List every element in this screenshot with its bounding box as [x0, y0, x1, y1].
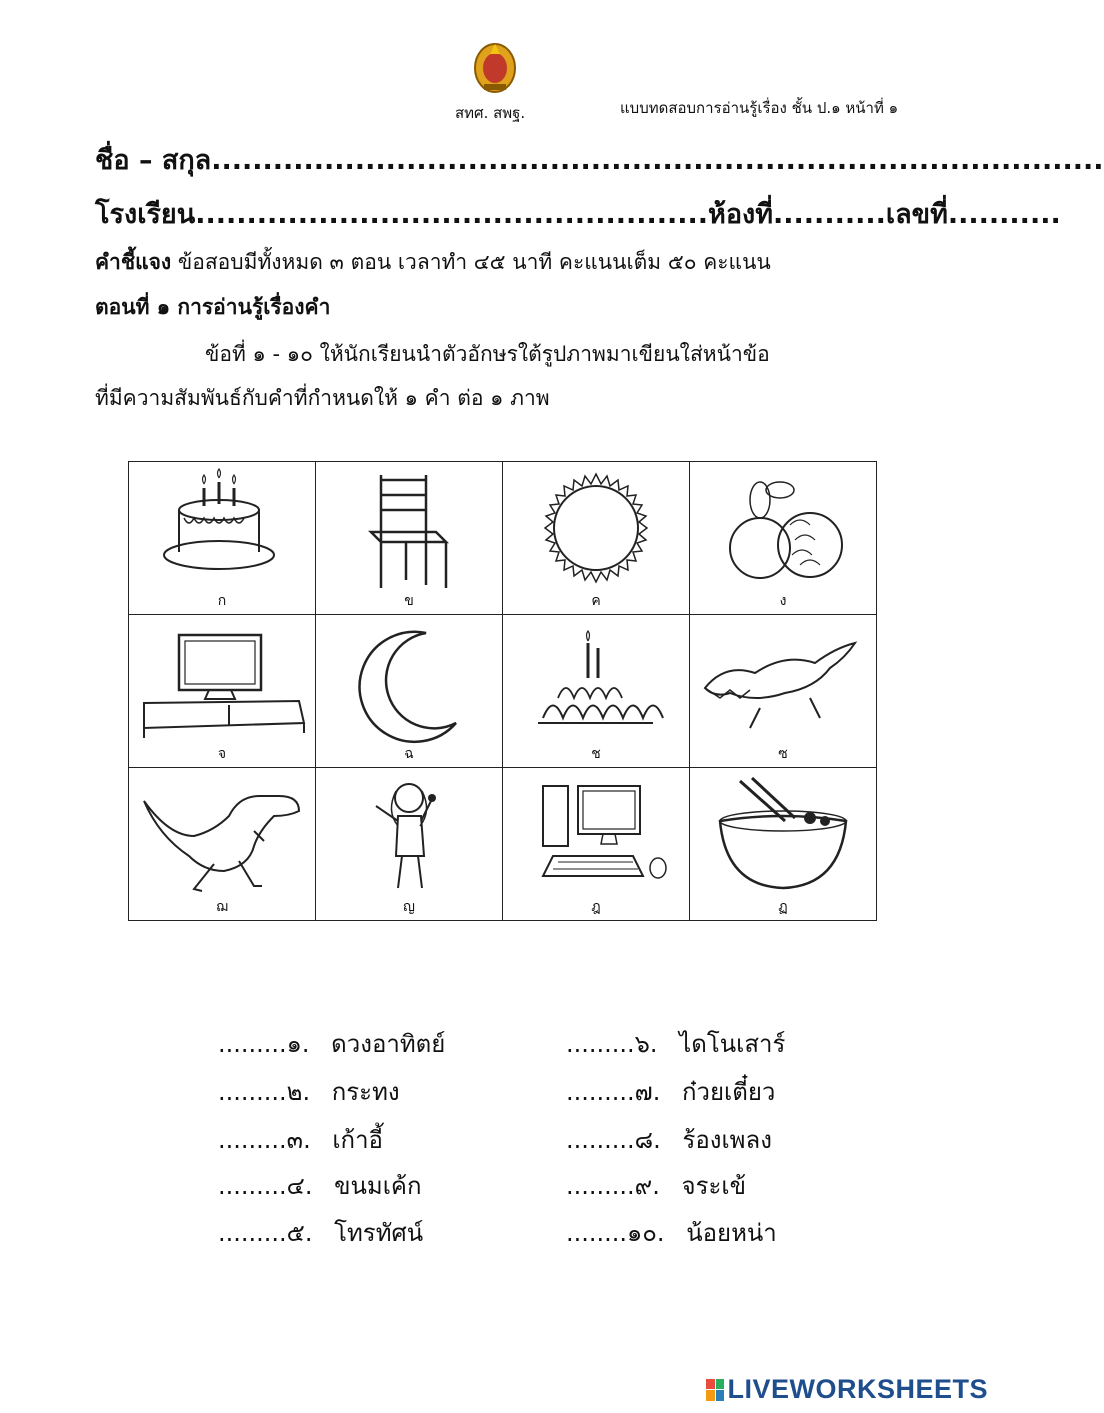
answer-blank[interactable]: .........๔. — [218, 1172, 313, 1200]
instructions-label: คำชี้แจง — [95, 250, 172, 274]
instructions — [95, 246, 771, 279]
answer-item — [218, 1072, 400, 1111]
girl-singing-icon — [326, 776, 492, 896]
directions-line-1: ข้อที่ ๑ - ๑๐ ให้นักเรียนนำตัวอักษรใต้รูปภาพมาเขียนใส่หน้าข้อ — [205, 342, 770, 366]
picture-cell — [503, 462, 690, 615]
answer-word: ไดโนเสาร์ — [679, 1030, 786, 1058]
answer-word: ก๋วยเตี๋ยว — [681, 1078, 776, 1106]
answer-blank[interactable]: .........๖. — [566, 1030, 658, 1058]
custard-apple-icon — [700, 470, 866, 590]
answer-blank[interactable]: .........๑. — [218, 1030, 310, 1058]
answer-blank[interactable]: .........๘. — [566, 1126, 661, 1154]
picture-cell — [503, 615, 690, 768]
answer-blank[interactable]: .........๓. — [218, 1126, 311, 1154]
picture-grid — [128, 461, 877, 921]
answer-item — [566, 1213, 777, 1252]
picture-cell — [690, 615, 877, 768]
picture-label: ง — [779, 593, 787, 609]
school-line: โรงเรียน..................................................ห้องที่...........เลขที่........... — [95, 199, 1061, 230]
answer-word: โทรทัศน์ — [334, 1219, 424, 1247]
liveworksheets-wordmark: LIVEWORKSHEETS — [727, 1374, 988, 1404]
liveworksheets-logo-icon — [706, 1379, 724, 1401]
picture-cell — [316, 615, 503, 768]
answer-item — [566, 1166, 746, 1205]
television-icon — [139, 623, 305, 743]
picture-label: ฉ — [404, 746, 414, 762]
answer-word: จระเข้ — [681, 1172, 746, 1200]
sun-icon — [513, 470, 679, 590]
answer-word: กระทง — [331, 1078, 400, 1106]
picture-label: ฎ — [591, 899, 601, 915]
answer-item — [218, 1024, 445, 1063]
picture-cell — [316, 462, 503, 615]
picture-cell — [690, 462, 877, 615]
birthday-cake-icon — [139, 470, 305, 590]
instructions-text: ข้อสอบมีทั้งหมด ๓ ตอน เวลาทำ ๔๕ นาที คะแนนเต็ม ๕๐ คะแนน — [177, 250, 771, 274]
answer-item — [218, 1213, 423, 1252]
picture-label: ช — [591, 746, 601, 762]
krathong-icon — [513, 623, 679, 743]
answer-blank[interactable]: ........๑๐. — [566, 1219, 665, 1247]
emblem-logo-icon — [470, 38, 520, 96]
test-title: แบบทดสอบการอ่านรู้เรื่อง ชั้น ป.๑ หน้าที่ ๑ — [620, 99, 899, 117]
dinosaur-icon — [139, 776, 305, 896]
picture-label: ญ — [403, 899, 415, 915]
computer-icon — [513, 776, 679, 896]
answer-word: เก้าอี้ — [332, 1126, 383, 1154]
answer-item — [218, 1166, 422, 1205]
picture-label: ฌ — [216, 899, 228, 915]
directions-line-2: ที่มีความสัมพันธ์กับคำที่กำหนดให้ ๑ คำ ต่อ ๑ ภาพ — [95, 386, 550, 410]
chair-icon — [326, 470, 492, 590]
picture-label: จ — [217, 746, 227, 762]
picture-cell — [690, 768, 877, 921]
answer-item — [566, 1024, 785, 1063]
picture-label: ฏ — [778, 899, 788, 915]
picture-cell — [129, 462, 316, 615]
answer-blank[interactable]: .........๗. — [566, 1078, 661, 1106]
picture-cell — [129, 768, 316, 921]
answer-item — [218, 1120, 383, 1159]
picture-label: ข — [404, 593, 414, 609]
answer-blank[interactable]: .........๙. — [566, 1172, 660, 1200]
liveworksheets-logo — [706, 1374, 988, 1405]
answer-word: น้อยหน่า — [686, 1219, 777, 1247]
picture-cell — [129, 615, 316, 768]
picture-cell — [503, 768, 690, 921]
crocodile-icon — [700, 623, 866, 743]
part1-title: ตอนที่ ๑ การอ่านรู้เรื่องคำ — [95, 295, 331, 319]
answer-blank[interactable]: .........๒. — [218, 1078, 311, 1106]
picture-label: ค — [591, 593, 601, 609]
picture-cell — [316, 768, 503, 921]
noodle-bowl-icon — [700, 776, 866, 896]
crescent-moon-icon — [326, 623, 492, 743]
answer-item — [566, 1072, 775, 1111]
answer-word: ร้องเพลง — [682, 1126, 772, 1154]
answer-item — [566, 1120, 772, 1159]
answer-word: ดวงอาทิตย์ — [331, 1030, 446, 1058]
agency-label: สทศ. สพฐ. — [455, 104, 526, 122]
picture-label: ซ — [778, 746, 788, 762]
name-line: ชื่อ – สกุล....................................................................................... — [95, 145, 1104, 176]
answer-word: ขนมเค้ก — [334, 1172, 422, 1200]
picture-label: ก — [217, 593, 227, 609]
answer-blank[interactable]: .........๕. — [218, 1219, 313, 1247]
